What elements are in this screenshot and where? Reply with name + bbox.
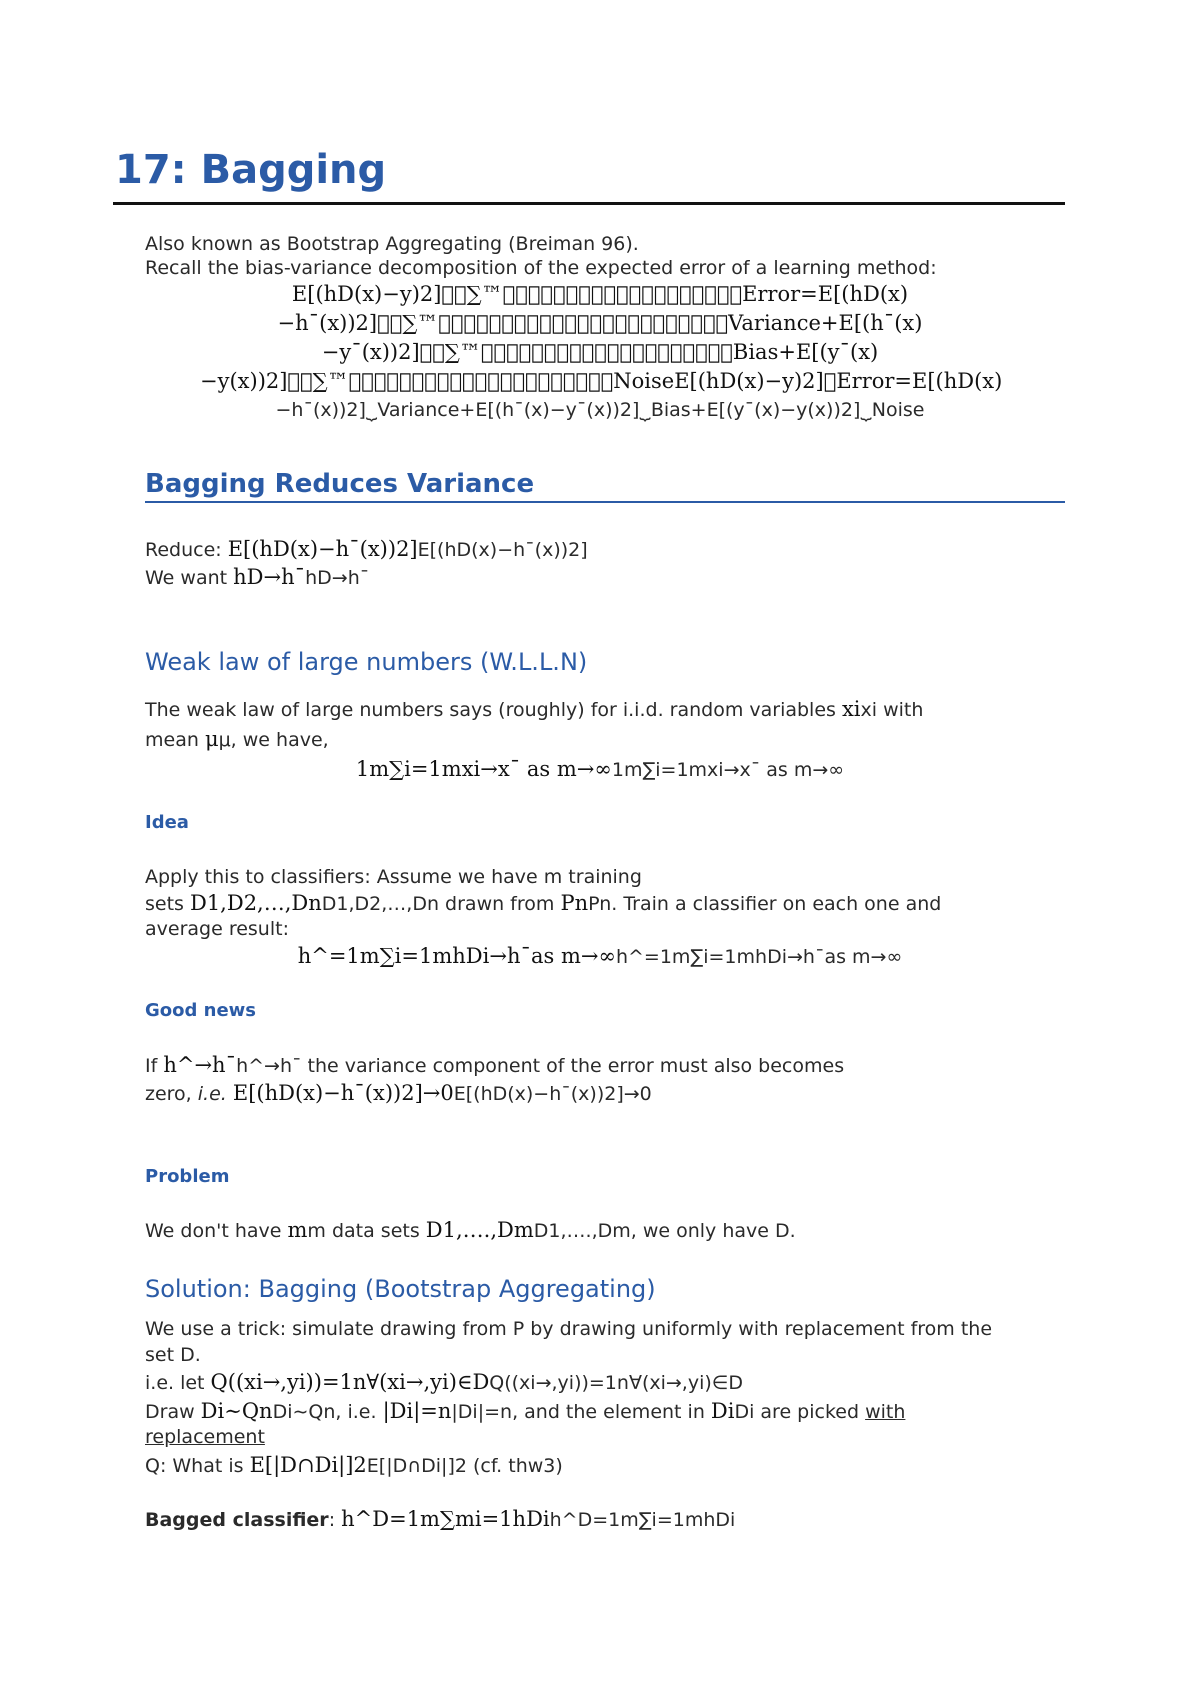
idea-equation (200, 944, 1000, 969)
idea-equation-plain: h^=1m∑i=1mhDi→h¯as m→∞ (615, 946, 903, 968)
goodnews-text-b: h^→h¯ the variance component of the error must also becomes (236, 1055, 845, 1077)
idea-math-sets: D1,D2,…,Dn (189, 891, 322, 915)
solution-text-c: Draw (145, 1401, 201, 1423)
goodnews-text-d: E[(hD(x)−h¯(x))2]→0 (453, 1083, 652, 1105)
reduce-line (145, 537, 588, 562)
solution-math-size: |Di|=n (382, 1399, 452, 1423)
equation-line-4: −y(x))2]  ∑™                     NoiseE[(hD(x)−y)2]⏟Error=E[(hD(x) (200, 369, 1003, 393)
wlln-equation (200, 757, 1000, 782)
subheading-good-news: Good news (145, 1000, 257, 1021)
intro-line-1: Also known as Bootstrap Aggregating (Breiman 96). (145, 233, 639, 255)
with-replacement-link[interactable]: with (865, 1401, 906, 1423)
equation-line-1: E[(hD(x)−y)2]  ∑™                   Error=E[(hD(x) (291, 282, 909, 306)
solution-line-2: set D. (145, 1344, 201, 1366)
goodnews-ie: i.e. (197, 1083, 227, 1105)
solution-text-f: Di are picked (734, 1401, 866, 1423)
idea-equation-math: h^=1m∑i=1mhDi→h¯as m→∞ (297, 944, 616, 968)
subheading-problem: Problem (145, 1166, 230, 1187)
goodnews-line-2 (145, 1081, 652, 1106)
solution-line-7 (145, 1507, 735, 1532)
idea-line-1: Apply this to classifiers: Assume we have m training (145, 866, 642, 888)
want-line (145, 565, 369, 590)
solution-line-1: We use a trick: simulate drawing from P by drawing uniformly with replacement from the (145, 1318, 993, 1340)
replacement-link[interactable]: replacement (145, 1426, 265, 1448)
solution-line-5 (145, 1425, 265, 1449)
solution-line-6 (145, 1453, 563, 1478)
want-plain: hD→h¯ (305, 567, 370, 589)
goodnews-text-c: zero, (145, 1083, 198, 1105)
want-label: We want (145, 567, 234, 589)
solution-line-4 (145, 1399, 905, 1424)
problem-text-b: m data sets (307, 1220, 426, 1242)
problem-text-c: D1,….,Dm, we only have D. (533, 1220, 796, 1242)
solution-colon: : (328, 1509, 342, 1531)
solution-text-a: i.e. let (145, 1372, 211, 1394)
wlln-math-xi: xi (841, 697, 861, 721)
title-divider (113, 202, 1065, 205)
equation-line-5: −h¯(x))2]⏟Variance+E[(h¯(x)−y¯(x))2]⏟Bias+E[(y¯(x)−y(x))2]⏟Noise (275, 399, 925, 421)
section-divider (145, 501, 1065, 503)
page-title: 17: Bagging (115, 147, 387, 193)
solution-text-e: |Di|=n, and the element in (451, 1401, 711, 1423)
solution-text-d: Di∼Qn, i.e. (272, 1401, 383, 1423)
wlln-line-1 (145, 697, 923, 722)
equation-line-2: −h¯(x))2]  ∑™                       Variance+E[(h¯(x) (277, 311, 923, 335)
solution-math-q: Q((xi→,yi))=1n∀(xi→,yi)∈D (210, 1370, 490, 1394)
wlln-text-a: The weak law of large numbers says (roughly) for i.i.d. random variables (145, 699, 842, 721)
bagged-classifier-label: Bagged classifier (145, 1509, 329, 1531)
wlln-math-mu: μ (204, 727, 219, 751)
reduce-math: E[(hD(x)−h¯(x))2] (227, 537, 418, 561)
problem-math-m: m (287, 1218, 308, 1242)
intro-line-2: Recall the bias-variance decomposition of the expected error of a learning method: (145, 257, 937, 279)
goodnews-math: h^→h¯ (163, 1053, 237, 1077)
reduce-plain: E[(hD(x)−h¯(x))2] (417, 539, 588, 561)
problem-math-d: D1,….,Dm (425, 1218, 534, 1242)
wlln-line-2 (145, 727, 329, 752)
solution-text-g: Q: What is (145, 1455, 250, 1477)
goodnews-text-a: If (145, 1055, 164, 1077)
solution-math-di: Di (710, 1399, 735, 1423)
idea-text-a: sets (145, 893, 190, 915)
problem-line (145, 1218, 796, 1243)
idea-line-2 (145, 891, 941, 916)
idea-text-c: Pn. Train a classifier on each one and (588, 893, 942, 915)
solution-line-3 (145, 1370, 743, 1395)
reduce-label: Reduce: (145, 539, 228, 561)
section-heading-solution: Solution: Bagging (Bootstrap Aggregating) (145, 1275, 656, 1303)
wlln-text-b: xi with (860, 699, 924, 721)
wlln-equation-math: 1m∑i=1mxi→x¯ as m→∞ (355, 757, 612, 781)
solution-text-b: Q((xi→,yi))=1n∀(xi→,yi)∈D (489, 1372, 743, 1394)
goodnews-line-1 (145, 1053, 844, 1078)
solution-math-expect: E[|D∩Di|]2 (249, 1453, 367, 1477)
goodnews-math-2: E[(hD(x)−h¯(x))2]→0 (232, 1081, 454, 1105)
subheading-idea: Idea (145, 812, 189, 833)
section-heading-bagging-reduces-variance: Bagging Reduces Variance (145, 469, 535, 499)
solution-math-bagged: h^D=1m∑mi=1hDi (341, 1507, 550, 1531)
wlln-text-d: μ, we have, (218, 729, 329, 751)
wlln-equation-plain: 1m∑i=1mxi→x¯ as m→∞ (611, 759, 845, 781)
want-math: hD→h¯ (233, 565, 306, 589)
wlln-text-c: mean (145, 729, 205, 751)
solution-text-i: h^D=1m∑i=1mhDi (549, 1509, 736, 1531)
section-heading-wlln: Weak law of large numbers (W.L.L.N) (145, 648, 588, 676)
solution-math-draw: Di∼Qn (200, 1399, 273, 1423)
equation-line-3: −y¯(x))2]  ∑™                    Bias+E[(y¯(x) (321, 340, 879, 364)
idea-math-pn: Pn (560, 891, 589, 915)
problem-text-a: We don't have (145, 1220, 288, 1242)
solution-text-h: E[|D∩Di|]2 (cf. thw3) (366, 1455, 563, 1477)
idea-line-3: average result: (145, 918, 289, 940)
idea-text-b: D1,D2,…,Dn drawn from (321, 893, 561, 915)
